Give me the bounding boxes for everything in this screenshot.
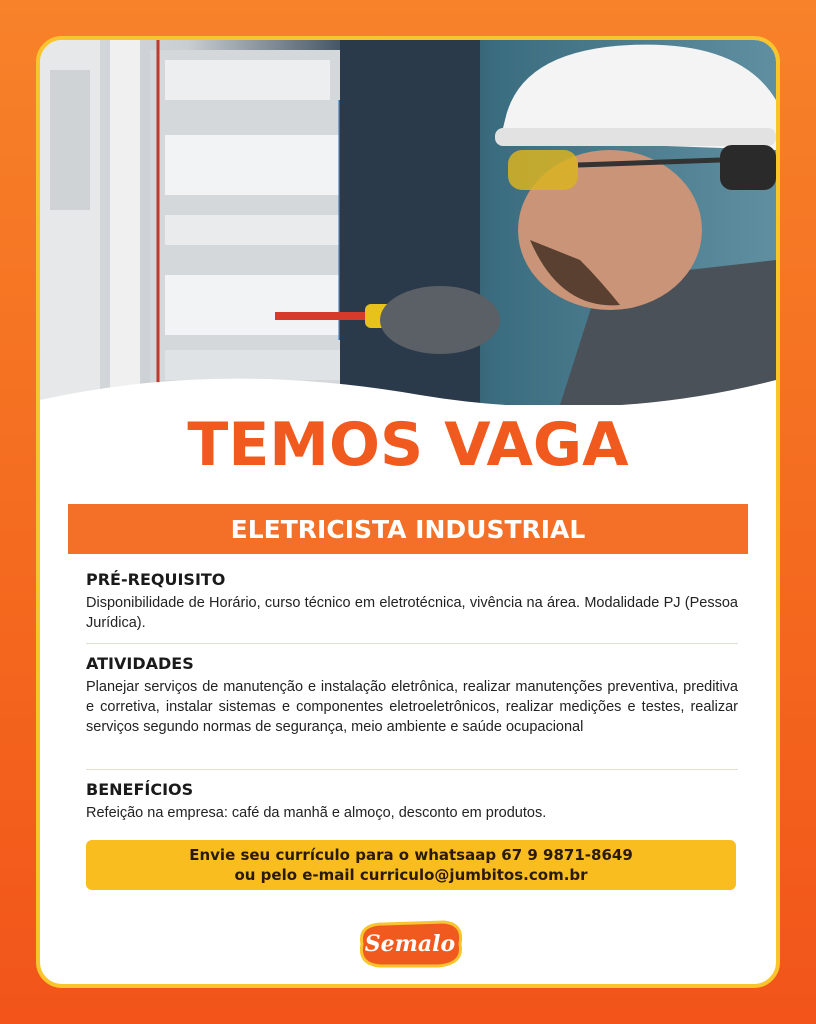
section-heading: BENEFÍCIOS [86,780,194,799]
job-title-bar [68,504,748,554]
section-heading: ATIVIDADES [86,654,194,673]
electrician-illustration [40,40,776,405]
semalo-logo [354,918,466,970]
divider [86,769,738,770]
section-text: Refeição na empresa: café da manhã e almoço, desconto em produtos. [86,805,547,821]
section-benefits [86,780,738,823]
section-text: Disponibilidade de Horário, curso técnico em eletrotécnica, vivência na área. Modalidade PJ (Pessoa Jurídica). [86,595,738,631]
logo-text: Semalo [364,931,456,957]
contact-banner [86,840,736,890]
electrician-photo [40,40,776,405]
section-text: Planejar serviços de manutenção e instalação eletrônica, realizar manutenções preventiva, preditiva e corretiva, instalar sistemas e componentes eletroeletrônicos, realizar medições e testes, realizar serviços segundo normas de segurança, meio ambiente e saúde ocupacional [86,679,738,735]
section-heading: PRÉ-REQUISITO [86,570,226,589]
section-activities [86,654,738,737]
section-requirements [86,570,738,633]
job-title: ELETRICISTA INDUSTRIAL [230,514,586,544]
job-posting-card [36,36,780,988]
contact-line-email: ou pelo e-mail curriculo@jumbitos.com.br [234,866,588,884]
headline: TEMOS VAGA [187,410,629,480]
divider [86,643,738,644]
contact-line-whatsapp: Envie seu currículo para o whatsaap 67 9 9871-8649 [189,846,633,864]
